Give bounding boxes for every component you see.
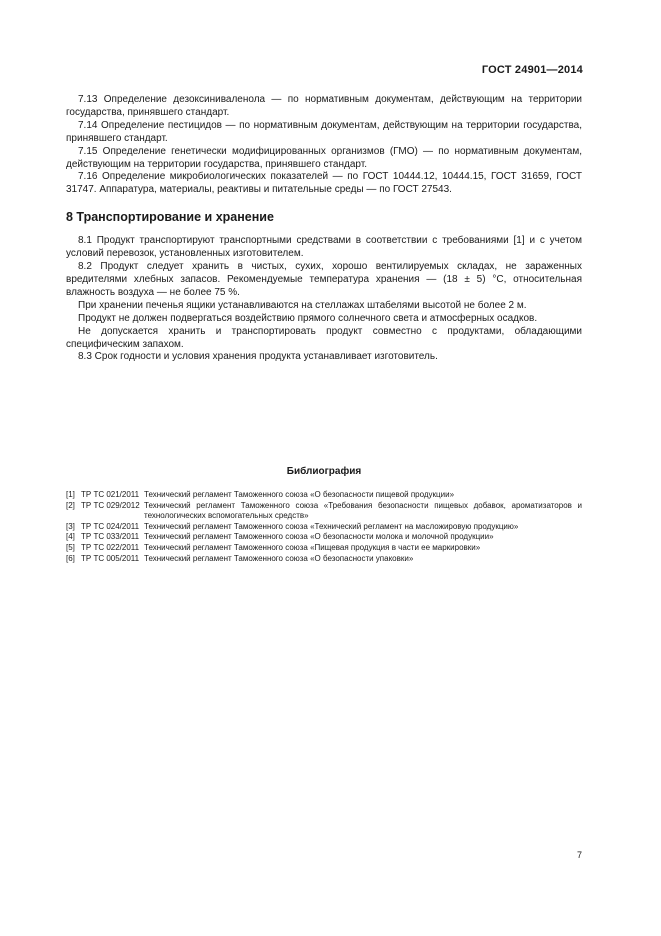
bib-text: Технический регламент Таможенного союза «Требования безопасности пищевых добавок, ароматизаторов и технологических вспомогательных средств» bbox=[144, 500, 582, 521]
bibliography-item bbox=[66, 554, 582, 565]
bibliography-item bbox=[66, 501, 582, 522]
bib-number: [4] bbox=[66, 532, 75, 542]
bib-text: Технический регламент Таможенного союза «О безопасности пищевой продукции» bbox=[144, 490, 455, 499]
bibliography-item bbox=[66, 490, 582, 501]
bib-text: Технический регламент Таможенного союза «Технический регламент на масложировую продукцию» bbox=[144, 521, 519, 531]
paragraph-storage-sunlight: Продукт не должен подвергаться воздействию прямого солнечного света и атмосферных осадков. bbox=[78, 312, 538, 324]
paragraph-storage-stacking: При хранении печенья ящики устанавливаются на стеллажах штабелями высотой не более 2 м. bbox=[78, 299, 527, 311]
paragraph-8-2: 8.2 Продукт следует хранить в чистых, сухих, хорошо вентилируемых складах, не зараженных вредителями хлебных запасов. Рекомендуемые температура хранения — (18 ± 5) °С, относительная влажность воздуха — не более 75 %. bbox=[66, 261, 582, 298]
page-number: 7 bbox=[576, 850, 582, 860]
bib-code: ТР ТС 021/2011 bbox=[81, 490, 140, 499]
document-code: ГОСТ 24901—2014 bbox=[481, 64, 583, 76]
bib-number: [5] bbox=[66, 542, 75, 552]
paragraph-7-13: 7.13 Определение дезоксиниваленола — по нормативным документам, действующим на территории государства, принявшего стандарт. bbox=[66, 94, 582, 118]
bib-number: [1] bbox=[66, 490, 75, 499]
bib-number: [6] bbox=[66, 553, 75, 563]
paragraph-8-3: 8.3 Срок годности и условия хранения продукта устанавливает изготовитель. bbox=[78, 351, 438, 363]
bibliography-item bbox=[66, 543, 582, 554]
bib-number: [3] bbox=[66, 521, 75, 531]
paragraph-7-16: 7.16 Определение микробиологических показателей — по ГОСТ 10444.12, 10444.15, ГОСТ 31659, ГОСТ 31747. Аппаратура, материалы, реактивы и питательные среды — по ГОСТ 27543. bbox=[66, 171, 582, 196]
paragraph-7-15: 7.15 Определение генетически модифицированных организмов (ГМО) — по нормативным документам, действующим на территории государства, принявшего стандарт. bbox=[66, 145, 582, 170]
bib-code: ТР ТС 033/2011 bbox=[81, 532, 140, 542]
bibliography-item bbox=[66, 522, 582, 533]
bibliography-item bbox=[66, 532, 582, 543]
bib-code: ТР ТС 029/2012 bbox=[81, 500, 140, 510]
paragraph-storage-odor: Не допускается хранить и транспортировать продукт совместно с продуктами, обладающими специфическим запахом. bbox=[66, 325, 582, 350]
bib-code: ТР ТС 024/2011 bbox=[81, 521, 140, 531]
bibliography-title: Библиография bbox=[286, 466, 362, 477]
bib-text: Технический регламент Таможенного союза «О безопасности молока и молочной продукции» bbox=[144, 532, 494, 542]
main-content bbox=[66, 94, 582, 364]
bibliography-list bbox=[66, 490, 582, 564]
bib-text: Технический регламент Таможенного союза «Пищевая продукция в части ее маркировки» bbox=[144, 542, 481, 552]
paragraph-7-14: 7.14 Определение пестицидов — по нормативным документам, действующим на территории государства, принявшего стандарт. bbox=[66, 119, 582, 144]
bib-text: Технический регламент Таможенного союза «О безопасности упаковки» bbox=[144, 553, 414, 563]
bib-code: ТР ТС 005/2011 bbox=[81, 553, 140, 563]
bib-code: ТР ТС 022/2011 bbox=[81, 542, 140, 552]
section-title: 8 Транспортирование и хранение bbox=[66, 210, 274, 225]
bib-number: [2] bbox=[66, 500, 75, 510]
paragraph-8-1: 8.1 Продукт транспортируют транспортными средствами в соответствии с требованиями [1] и с учетом условий перевозок, установленных изготовителем. bbox=[66, 235, 582, 260]
